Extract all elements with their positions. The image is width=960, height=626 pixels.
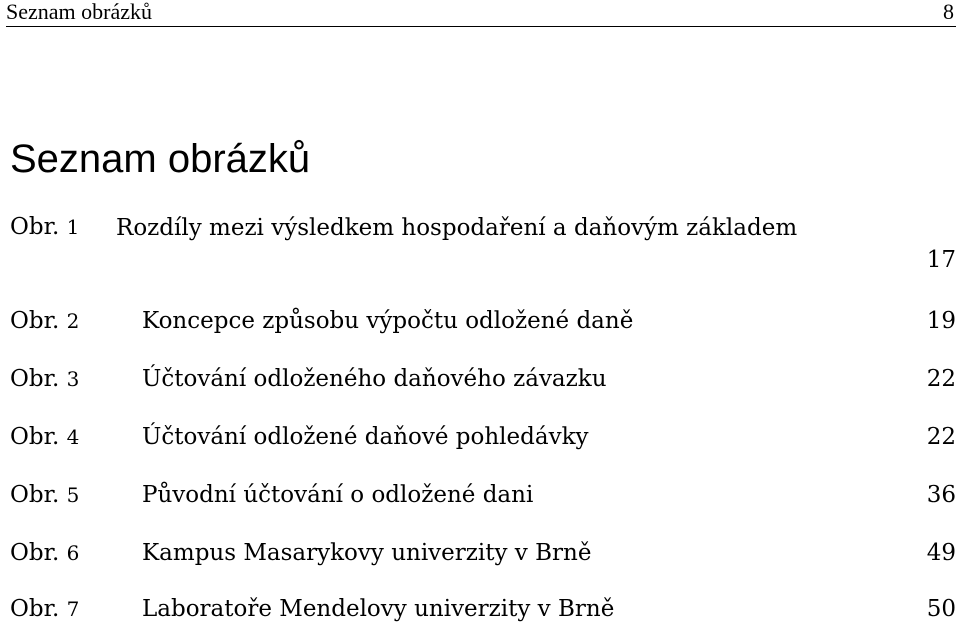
figure-page: 50 — [926, 596, 956, 622]
toc-entry[interactable] — [10, 364, 956, 394]
figure-title: Laboratoře Mendelovy univerzity v Brně — [142, 596, 615, 622]
figure-number: Obr. 7 — [10, 596, 80, 622]
figure-title: Kampus Masarykovy univerzity v Brně — [142, 540, 592, 566]
figure-title: Účtování odloženého daňového závazku — [142, 366, 607, 392]
figure-number: Obr. 4 — [10, 424, 80, 450]
running-header-title: Seznam obrázků — [6, 0, 152, 24]
toc-entry[interactable] — [10, 480, 956, 510]
figure-title: Rozdíly mezi výsledkem hospodaření a daňovým základem — [116, 215, 798, 241]
toc-entry[interactable] — [10, 422, 956, 452]
figure-page: 19 — [926, 308, 956, 334]
figure-number: Obr. 1 — [10, 214, 80, 240]
figure-page: 36 — [926, 482, 956, 508]
figure-number: Obr. 2 — [10, 308, 80, 334]
figure-page: 49 — [926, 540, 956, 566]
figure-title: Účtování odložené daňové pohledávky — [142, 424, 589, 450]
figure-page: 22 — [926, 366, 956, 392]
figure-title: Původní účtování o odložené dani — [142, 482, 534, 508]
toc-entry[interactable] — [10, 538, 956, 568]
figure-number: Obr. 5 — [10, 482, 80, 508]
figure-page: 17 — [926, 247, 956, 273]
page-number: 8 — [943, 0, 954, 24]
toc-entry[interactable] — [10, 306, 956, 336]
figure-title: Koncepce způsobu výpočtu odložené daně — [142, 308, 634, 334]
figure-number: Obr. 3 — [10, 366, 80, 392]
figure-page: 22 — [926, 424, 956, 450]
running-header — [6, 0, 956, 27]
figure-number: Obr. 6 — [10, 540, 80, 566]
page-title: Seznam obrázků — [10, 137, 311, 181]
toc-entry[interactable] — [10, 594, 956, 624]
toc-entry[interactable] — [10, 212, 956, 278]
